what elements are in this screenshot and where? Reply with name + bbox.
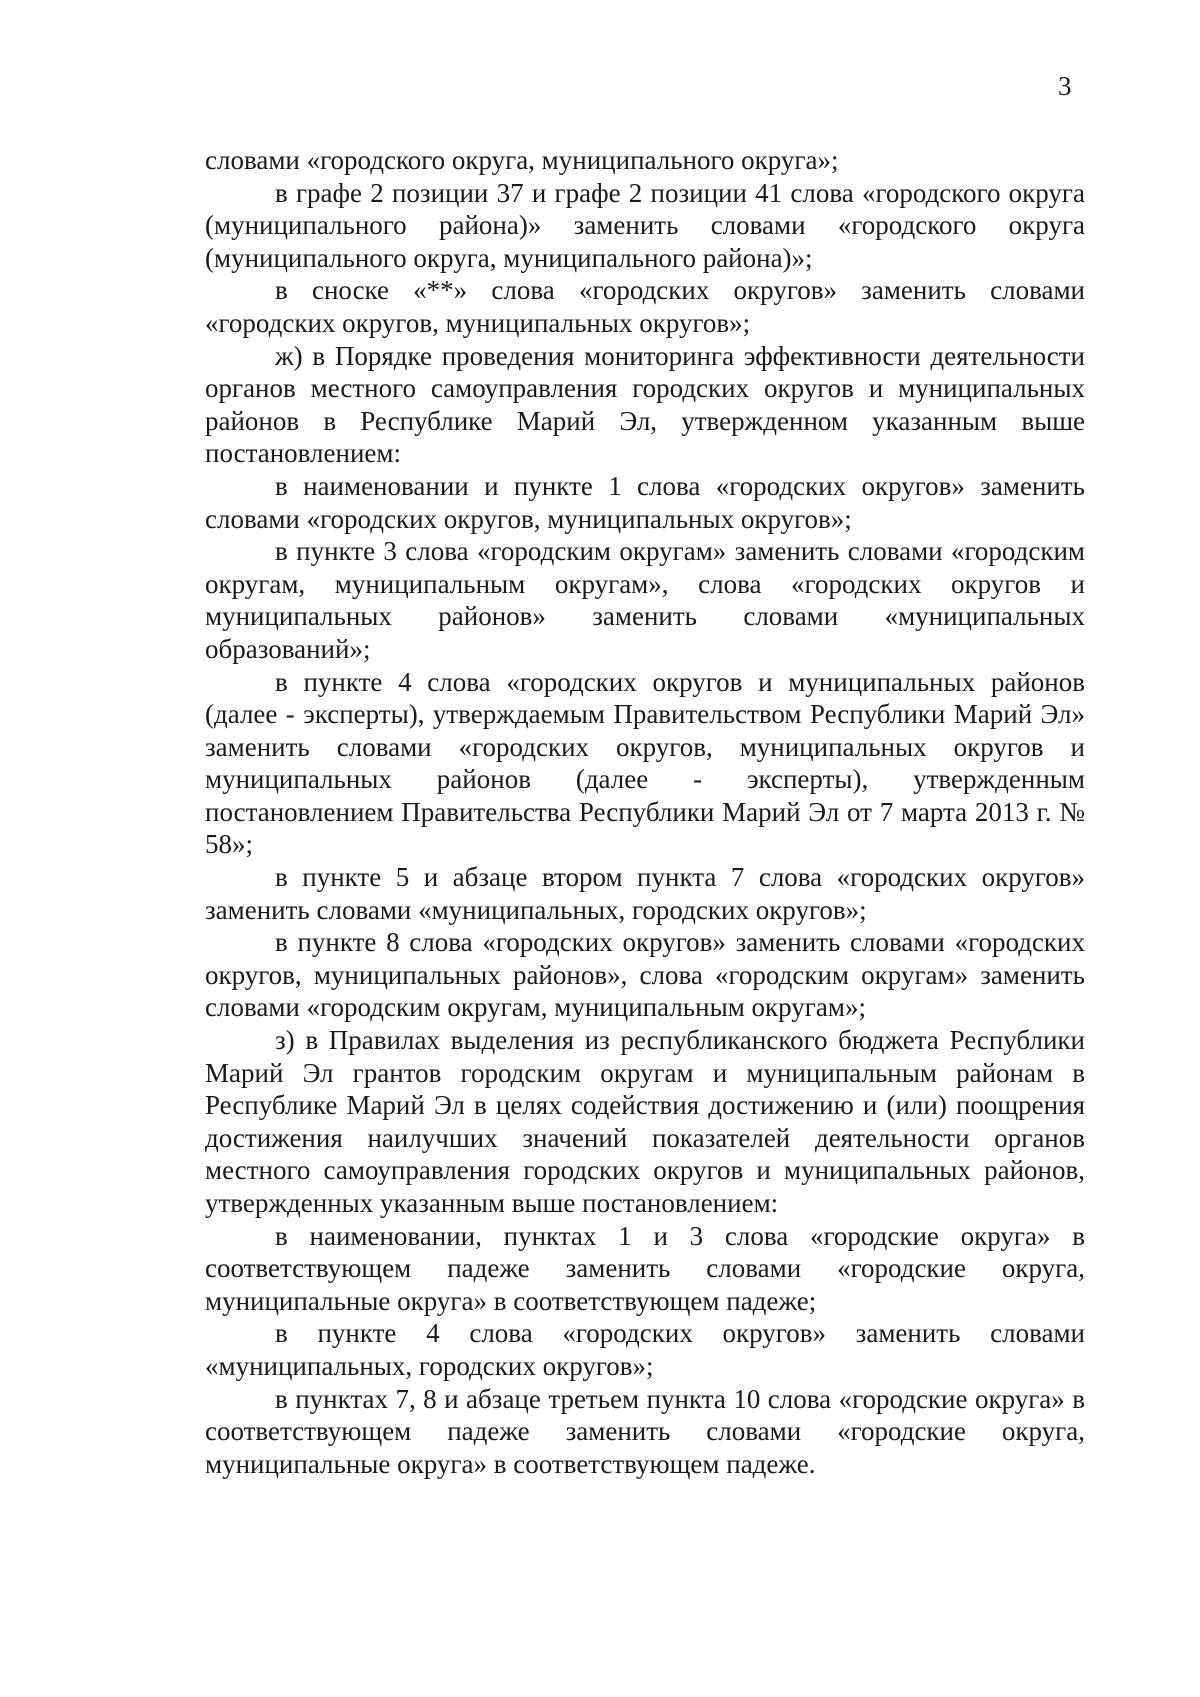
- paragraph: ж) в Порядке проведения мониторинга эффективности деятельности органов местного самоуправления городских округов и муниципальных районов в Республике Марий Эл, утвержденном указанным выше постановлением:: [205, 340, 1085, 469]
- paragraph: з) в Правилах выделения из республиканского бюджета Республики Марий Эл грантов городским округам и муниципальным районам в Республике Марий Эл в целях содействия достижению и (или) поощрения достижения наилучших значений показателей деятельности органов местного самоуправления городских округов и муниципальных районов, утвержденных указанным выше постановлением:: [205, 1025, 1085, 1218]
- paragraph: в графе 2 позиции 37 и графе 2 позиции 41 слова «городского округа (муниципального района)» заменить словами «городского округа (муниципального округа, муниципального района)»;: [205, 177, 1085, 273]
- paragraph: в пункте 4 слова «городских округов» заменить словами «муниципальных, городских округов»;: [205, 1318, 1085, 1381]
- paragraph: в сноске «**» слова «городских округов» заменить словами «городских округов, муниципальных округов»;: [205, 275, 1085, 338]
- paragraph: словами «городского округа, муниципального округа»;: [205, 145, 839, 175]
- paragraph: в пункте 3 слова «городским округам» заменить словами «городским округам, муниципальным округам», слова «городских округов и муниципальных районов» заменить словами «муниципальных образований»;: [205, 536, 1085, 664]
- page-number: 3: [1058, 71, 1072, 101]
- paragraph: в пунктах 7, 8 и абзаце третьем пункта 10 слова «городские округа» в соответствующем падеже заменить словами «городские округа, муниципальные округа» в соответствующем падеже.: [205, 1383, 1085, 1479]
- paragraph: в наименовании, пунктах 1 и 3 слова «городские округа» в соответствующем падеже заменить словами «городские округа, муниципальные округа» в соответствующем падеже;: [205, 1220, 1085, 1316]
- paragraph: в пункте 5 и абзаце втором пункта 7 слова «городских округов» заменить словами «муниципальных, городских округов»;: [205, 862, 1085, 925]
- paragraph: в пункте 4 слова «городских округов и муниципальных районов (далее - эксперты), утверждаемым Правительством Республики Марий Эл» заменить словами «городских округов, муниципальных округов и муниципальных районов (далее - эксперты), утвержденным постановлением Правительства Республики Марий Эл от 7 марта 2013 г. № 58»;: [205, 666, 1085, 860]
- paragraph: в пункте 8 слова «городских округов» заменить словами «городских округов, муниципальных районов», слова «городским округам» заменить словами «городским округам, муниципальным округам»;: [205, 927, 1085, 1023]
- document-body: [205, 144, 1085, 1480]
- paragraph: в наименовании и пункте 1 слова «городских округов» заменить словами «городских округов, муниципальных округов»;: [205, 470, 1085, 534]
